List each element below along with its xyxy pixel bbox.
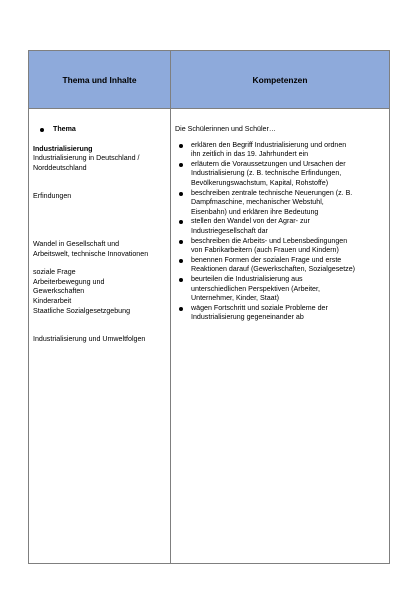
topic-wandel-line1: Wandel in Gesellschaft und	[33, 239, 120, 248]
bullet-icon	[179, 307, 183, 311]
competency-item	[175, 237, 385, 256]
topic-wandel-line2: Arbeitswelt, technische Innovationen	[33, 249, 149, 258]
competency-line: Industrialisierung (z. B. technische Erfindungen,	[191, 169, 342, 178]
bullet-icon	[179, 220, 183, 224]
competencies-list	[175, 141, 385, 323]
competency-item	[175, 160, 385, 189]
competency-line: Unternehmer, Kinder, Staat)	[191, 294, 279, 303]
topic-subtitle-line1: Industrialisierung in Deutschland /	[33, 154, 140, 163]
bullet-icon	[40, 128, 44, 132]
bullet-icon	[179, 144, 183, 148]
thema-label: Thema	[53, 125, 76, 133]
competency-line: benennen Formen der sozialen Frage und erste	[191, 255, 342, 264]
bullet-icon	[179, 259, 183, 263]
topic-umweltfolgen: Industrialisierung und Umweltfolgen	[33, 335, 146, 344]
table-header-row	[29, 51, 389, 109]
competencies-column	[175, 125, 385, 323]
competency-item	[175, 275, 385, 304]
competency-item	[175, 304, 385, 323]
competency-line: unterschiedlichen Perspektiven (Arbeiter,	[191, 284, 320, 293]
competency-item	[175, 256, 385, 275]
topic-subtitle-line2: Norddeutschland	[33, 163, 87, 172]
bullet-icon	[179, 192, 183, 196]
competency-line: Industrialisierung gegeneinander ab	[191, 313, 304, 322]
bullet-icon	[179, 163, 183, 167]
competency-line: Reaktionen darauf (Gewerkschaften, Sozialgesetze)	[191, 265, 356, 274]
topic-soziale-frage: soziale Frage	[33, 268, 76, 277]
competencies-intro: Die Schülerinnen und Schüler…	[175, 125, 276, 133]
competency-item	[175, 217, 385, 236]
competency-item	[175, 141, 385, 160]
themes-column	[33, 125, 167, 345]
competency-line: beurteilen die Industrialisierung aus	[191, 274, 303, 283]
competency-item	[175, 189, 385, 218]
topic-erfindungen: Erfindungen	[33, 192, 72, 201]
competency-line: Eisenbahn) und erklären ihre Bedeutung	[191, 207, 319, 216]
competency-line: wägen Fortschritt und soziale Probleme der	[191, 303, 328, 312]
competency-line: ihn zeitlich in das 19. Jahrhundert ein	[191, 150, 309, 159]
competency-line: Industriegesellschaft dar	[191, 226, 268, 235]
topic-kinderarbeit: Kinderarbeit	[33, 296, 72, 305]
topic-title: Industrialisierung	[33, 144, 93, 153]
topic-gewerkschaften: Gewerkschaften	[33, 287, 85, 296]
competency-line: erklären den Begriff Industrialisierung und ordnen	[191, 140, 347, 149]
bullet-icon	[179, 240, 183, 244]
competency-line: beschreiben die Arbeits- und Lebensbedingungen	[191, 236, 348, 245]
topic-arbeiterbewegung: Arbeiterbewegung und	[33, 277, 105, 286]
competency-line: stellen den Wandel von der Agrar- zur	[191, 217, 310, 226]
competency-line: beschreiben zentrale technische Neuerungen (z. B.	[191, 188, 353, 197]
topic-sozialgesetzgebung: Staatliche Sozialgesetzgebung	[33, 306, 131, 315]
header-kompetenzen: Kompetenzen	[252, 74, 308, 85]
curriculum-table	[28, 50, 390, 564]
competency-line: Bevölkerungswachstum, Kapital, Rohstoffe)	[191, 178, 329, 187]
competency-line: Dampfmaschine, mechanischer Webstuhl,	[191, 198, 324, 207]
column-divider	[170, 51, 171, 563]
competency-line: erläutern die Voraussetzungen und Ursachen der	[191, 159, 346, 168]
header-thema-und-inhalte: Thema und Inhalte	[62, 74, 137, 85]
thema-bullet-item	[40, 125, 167, 135]
bullet-icon	[179, 278, 183, 282]
competency-line: von Fabrikarbeitern (auch Frauen und Kindern)	[191, 246, 339, 255]
